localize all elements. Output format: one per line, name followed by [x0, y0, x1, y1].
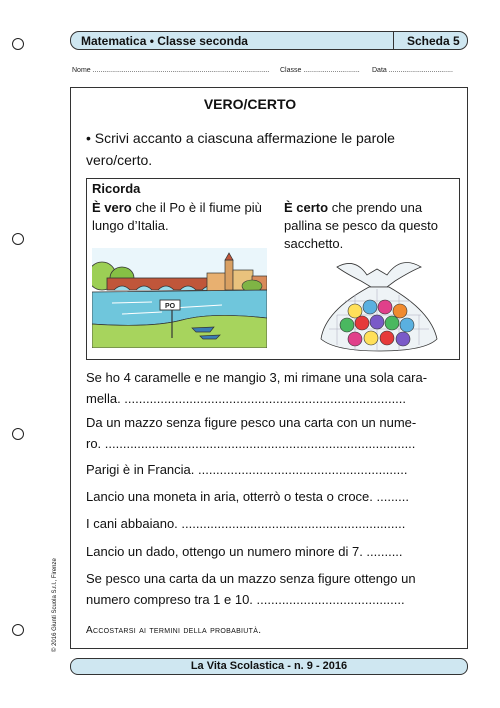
- certo-text: che prendo una pallina se pesco da questo sacchetto.: [284, 200, 438, 251]
- name-field: Nome ...........................................................................................: [72, 67, 270, 74]
- worksheet-title: VERO/CERTO: [203, 96, 297, 112]
- binder-hole-4: [12, 624, 24, 636]
- statement-line-2: mella. ..............................................................................: [86, 391, 407, 406]
- binder-hole-1: [12, 38, 24, 50]
- ricorda-title: Ricorda: [92, 181, 141, 196]
- statement-line-5: Parigi è in Francia. ..........................................................: [86, 462, 408, 477]
- statement-line-8: Lancio un dado, ottengo un numero minore di 7. ..........: [86, 544, 403, 559]
- statement-line-1: Se ho 4 caramelle e ne mangio 3, mi rimane una sola cara-: [86, 370, 428, 385]
- footer-bar: La Vita Scolastica - n. 9 - 2016: [70, 658, 468, 675]
- statement-line-10: numero compreso tra 1 e 10. .........................................: [86, 592, 405, 607]
- statement-line-6: Lancio una moneta in aria, otterrò o testa o croce. .........: [86, 489, 410, 504]
- side-copyright: © 2016 Giunti Scuola S.r.l., Firenze: [52, 558, 58, 652]
- statement-line-7: I cani abbaiano. ..............................................................: [86, 516, 406, 531]
- certo-definition: [284, 199, 456, 253]
- statement-line-3: Da un mazzo senza figure pesco una carta con un nume-: [86, 415, 417, 430]
- statement-line-4: ro. ......................................................................................: [86, 436, 416, 451]
- date-field: Data .................................: [372, 67, 453, 74]
- scheda-label: Scheda 5: [407, 34, 460, 48]
- binder-hole-3: [12, 428, 24, 440]
- vero-definition: [92, 199, 272, 235]
- vero-bold: È vero: [92, 200, 132, 215]
- header-bar: [70, 31, 468, 50]
- marble-bag-illustration: [315, 255, 445, 355]
- class-field: Classe .............................: [280, 67, 360, 74]
- binder-hole-2: [12, 233, 24, 245]
- po-sign-label: PO: [165, 303, 176, 310]
- teacher-note: Accostarsi ai termini della probabiutà.: [86, 625, 262, 636]
- certo-bold: È certo: [284, 200, 329, 215]
- instruction-text: • Scrivi accanto a ciascuna affermazione le parole vero/certo.: [86, 130, 395, 168]
- river-po-illustration: [92, 248, 267, 348]
- statement-line-9: Se pesco una carta da un mazzo senza figure ottengo un: [86, 571, 416, 586]
- vero-text: che il Po è il fiume più lungo d’Italia.: [92, 200, 262, 233]
- header-divider: [393, 31, 394, 50]
- header-title: Matematica • Classe seconda: [81, 34, 248, 48]
